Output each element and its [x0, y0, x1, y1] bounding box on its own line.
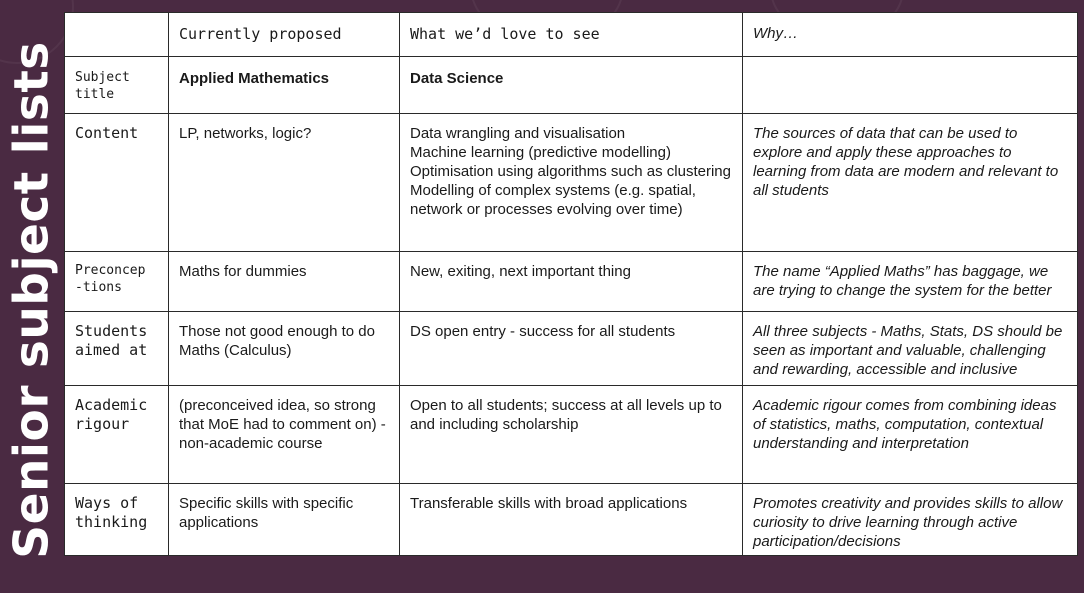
row-label: Academic rigour	[65, 386, 169, 484]
header-what-we-love: What we’d love to see	[400, 13, 743, 57]
cell-proposed: Those not good enough to do Maths (Calculus)	[169, 312, 400, 386]
content-item: Optimisation using algorithms such as clustering	[410, 163, 731, 180]
cell-love: New, exiting, next important thing	[400, 252, 743, 312]
content-item: Data wrangling and visualisation	[410, 125, 626, 142]
cell-why	[743, 57, 1078, 114]
cell-why: Academic rigour comes from combining ideas of statistics, maths, computation, contextual understanding and interpretation	[743, 386, 1078, 484]
comparison-table	[64, 12, 1078, 556]
cell-why: The sources of data that can be used to explore and apply these approaches to learning from data are modern and relevant to all students	[743, 114, 1078, 252]
cell-why: All three subjects - Maths, Stats, DS should be seen as important and valuable, challenging and rewarding, accessible and inclusive	[743, 312, 1078, 386]
table-row-subject-title	[65, 57, 1078, 114]
cell-proposed: LP, networks, logic?	[169, 114, 400, 252]
cell-proposed: Specific skills with specific applications	[169, 484, 400, 556]
content-item: Modelling of complex systems (e.g. spatial, network or processes evolving over time)	[410, 182, 696, 218]
table-row-ways-of-thinking	[65, 484, 1078, 556]
cell-love	[400, 114, 743, 252]
row-label: Subject title	[65, 57, 169, 114]
cell-love: DS open entry - success for all students	[400, 312, 743, 386]
row-label: Students aimed at	[65, 312, 169, 386]
table-row-content	[65, 114, 1078, 252]
header-why: Why…	[743, 13, 1078, 57]
header-cell-empty	[65, 13, 169, 57]
cell-why: The name “Applied Maths” has baggage, we are trying to change the system for the better	[743, 252, 1078, 312]
row-label: Preconcep -tions	[65, 252, 169, 312]
cell-love: Transferable skills with broad applications	[400, 484, 743, 556]
cell-love: Data Science	[400, 57, 743, 114]
side-title: Senior subject lists	[4, 41, 60, 559]
table-row-students-aimed-at	[65, 312, 1078, 386]
cell-love: Open to all students; success at all levels up to and including scholarship	[400, 386, 743, 484]
content-item: Machine learning (predictive modelling)	[410, 144, 671, 161]
header-row	[65, 13, 1078, 57]
header-currently-proposed: Currently proposed	[169, 13, 400, 57]
cell-proposed: (preconceived idea, so strong that MoE had to comment on) - non-academic course	[169, 386, 400, 484]
table-row-academic-rigour	[65, 386, 1078, 484]
cell-proposed: Maths for dummies	[169, 252, 400, 312]
table-row-preconceptions	[65, 252, 1078, 312]
cell-proposed: Applied Mathematics	[169, 57, 400, 114]
cell-why: Promotes creativity and provides skills to allow curiosity to drive learning through active participation/decisions	[743, 484, 1078, 556]
row-label: Content	[65, 114, 169, 252]
row-label: Ways of thinking	[65, 484, 169, 556]
